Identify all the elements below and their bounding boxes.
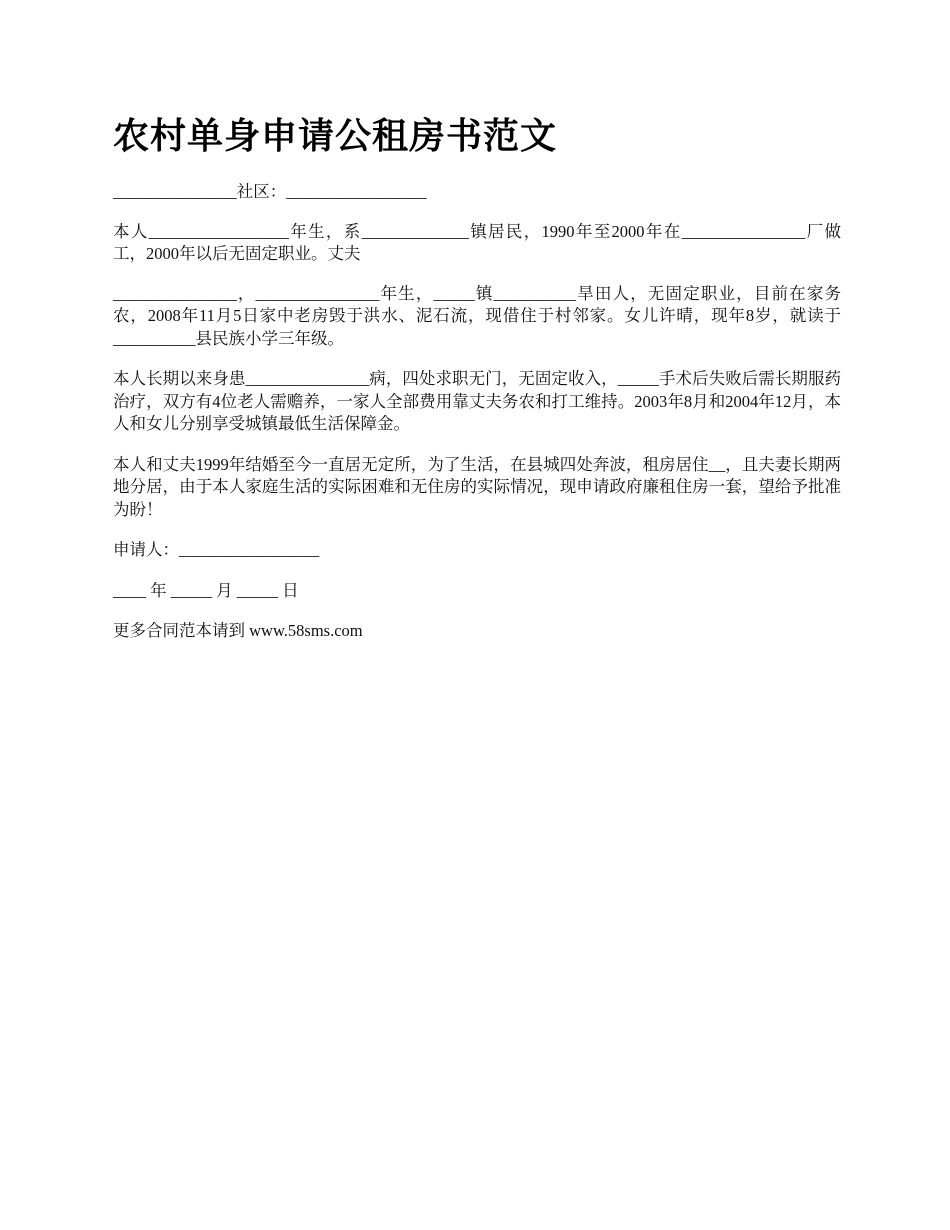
- document-title: 农村单身申请公租房书范文: [113, 116, 558, 156]
- paragraph-housing-request: 本人和丈夫1999年结婚至今一直居无定所，为了生活，在县城四处奔波，租房居住__，且夫妻长期两地分居，由于本人家庭生活的实际困难和无住房的实际情况，现申请政府廉租住房一套，望给予批准为盼！: [113, 454, 841, 519]
- footer-more-templates: 更多合同范本请到 www.58sms.com: [113, 621, 363, 640]
- paragraph-applicant-background: 本人_________________年生，系_____________镇居民，1990年至2000年在_______________厂做工，2000年以后无固定职业。丈夫: [113, 221, 841, 263]
- date-line: ____ 年 _____ 月 _____ 日: [113, 580, 299, 600]
- applicant-signature-line: 申请人：_________________: [113, 540, 320, 559]
- paragraph-health-income: 本人长期以来身患_______________病，四处求职无门，无固定收入，_____手术后失败后需长期服药治疗，双方有4位老人需赡养，一家人全部费用靠丈夫务农和打工维持。2003年8月和2004年12月，本人和女儿分别享受城镇最低生活保障金。: [113, 369, 841, 433]
- community-line: _______________社区：_________________: [113, 182, 427, 201]
- document-page: [113, 108, 841, 643]
- paragraph-family-situation: _______________，_______________年生，_____镇__________旱田人，无固定职业，目前在家务农，2008年11月5日家中老房毁于洪水、泥石流，现借住于村邻家。女儿许晴，现年8岁，就读于__________县民族小学三年级。: [113, 283, 841, 348]
